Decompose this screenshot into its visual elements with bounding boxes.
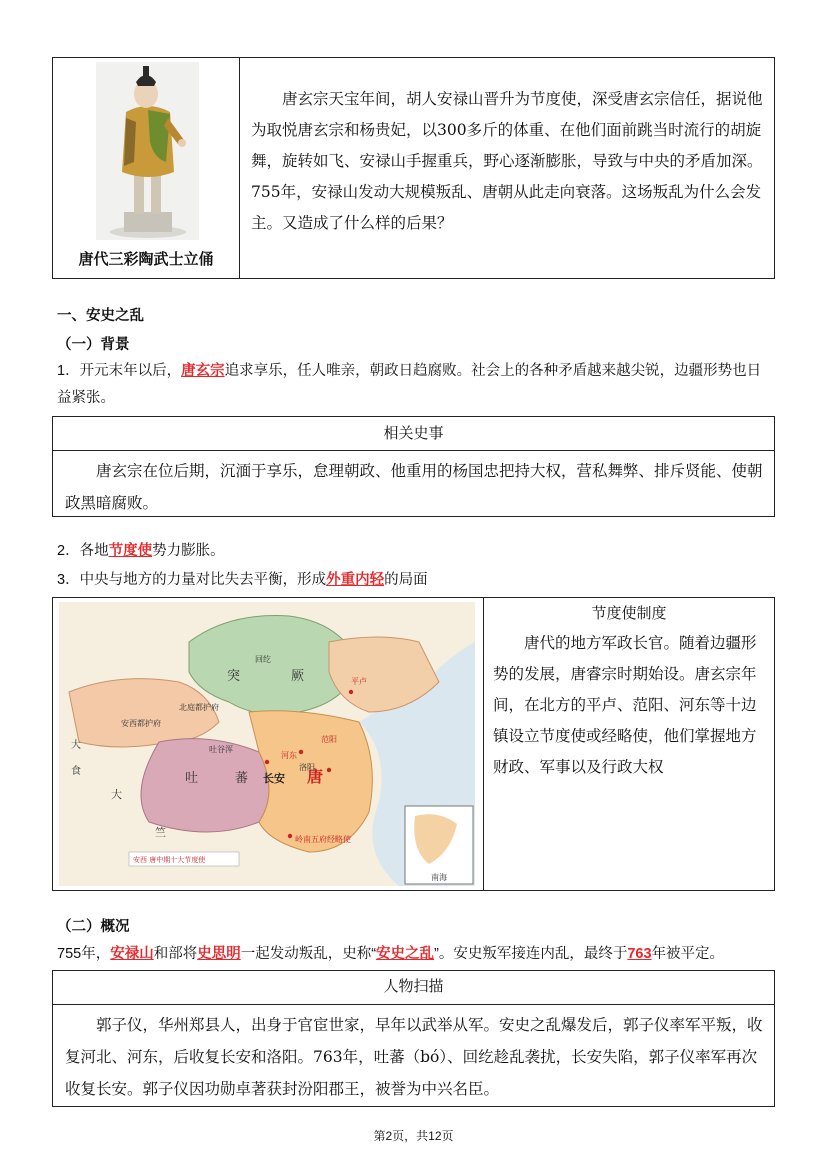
overview-text-e: 年被平定。 <box>651 946 725 962</box>
map-label-luoyang: 洛阳 <box>299 763 315 772</box>
person-profile-box <box>52 970 775 1107</box>
related-history-box <box>52 416 775 517</box>
overview-paragraph <box>57 941 773 968</box>
jiedushi-text: 唐代的地方军政长官。随着边疆形势的发展，唐睿宗时期始设。唐玄宗年间，在北方的平卢、范阳、河东等十边镇设立节度使或经略使，他们掌握地方财政、军事以及行政大权 <box>493 634 757 776</box>
map-label-zhu: 竺 <box>155 826 166 839</box>
overview-text-d: ”。安史叛军接连内乱，最终于 <box>434 946 628 962</box>
map-label-pinglu: 平卢 <box>351 677 367 686</box>
map-label-dashi: 大 <box>71 740 81 751</box>
map-label-shi: 食 <box>71 766 81 777</box>
map-label-da: 大 <box>111 788 122 801</box>
page-number: 第2页，共12页 <box>373 1129 454 1143</box>
box-divider <box>483 598 484 890</box>
overview-text-a: 755年， <box>57 946 111 962</box>
tang-dynasty-jiedushi-map <box>59 602 475 886</box>
background-point-1 <box>57 358 773 412</box>
map-label-tuyuhun: 吐谷浑 <box>209 745 233 754</box>
point-2-prefix: 2．各地 <box>57 543 109 559</box>
map-label-beiting: 北庭都护府 <box>179 703 219 712</box>
subsection-title-overview: （二）概况 <box>57 919 130 935</box>
map-label-nanhai: 南海 <box>431 873 447 882</box>
keyword-an-lushan: 安禄山 <box>110 946 154 962</box>
map-label-tu: 突 <box>227 669 241 684</box>
overview-text-c: 一起发动叛乱，史称“ <box>240 946 377 962</box>
map-label-hedong: 河东 <box>281 751 297 760</box>
map-label-huihe: 回纥 <box>255 655 271 664</box>
map-label-jue: 厥 <box>291 669 305 684</box>
point-1-prefix: 1．开元末年以后， <box>57 363 182 379</box>
section-title: 一、安史之乱 <box>57 308 144 324</box>
subsection-title-background: （一）背景 <box>57 337 130 353</box>
point-1-suffix: 追求享乐，任人唯亲，朝政日趋腐败。社会上的各种矛盾越来越尖锐，边疆形势也日益紧张。 <box>57 363 762 406</box>
intro-paragraph: 唐玄宗天宝年间，胡人安禄山晋升为节度使，深受唐玄宗信任，据说他为取悦唐玄宗和杨贵妃，以300多斤的体重、在他们面前跳当时流行的胡旋舞，旋转如飞、安禄山手握重兵，野心逐渐膨胀，导致与中央的矛盾加深。755年，安禄山发动大规模叛乱、唐朝从此走向衰落。这场叛乱为什么会发主。又造成了什么样的后果？ <box>251 90 763 232</box>
jiedushi-title: 节度使制度 <box>591 604 667 622</box>
map-legend: 安西 唐中期十大节度使 <box>133 856 206 864</box>
point-3-suffix: 的局面 <box>384 572 428 588</box>
tang-sancai-warrior-figurine-image <box>96 62 199 240</box>
map-label-tu-2: 吐 <box>185 771 199 786</box>
intro-table <box>52 57 775 279</box>
overview-text-b: 和部将 <box>153 946 198 962</box>
box-text: 唐玄宗在位后期，沉湎于享乐，怠理朝政、他重用的杨国忠把持大权，营私舞弊、排斥贤能、使朝政黑暗腐败。 <box>65 462 763 512</box>
image-caption: 唐代三彩陶武士立俑 <box>78 251 214 268</box>
table-divider <box>239 58 240 278</box>
box-title: 相关史事 <box>53 417 774 451</box>
map-label-fan: 蕃 <box>235 771 249 786</box>
map-and-jiedushi-box <box>52 597 775 891</box>
map-label-anxi: 安西都护府 <box>121 719 161 728</box>
map-label-fanyang: 范阳 <box>321 735 337 744</box>
keyword-waizhong-neiqing: 外重内轻 <box>326 572 385 588</box>
keyword-anshi-rebellion: 安史之乱 <box>376 946 435 962</box>
map-label-tang: 唐 <box>307 767 324 786</box>
keyword-shi-siming: 史思明 <box>197 946 241 962</box>
keyword-jiedushi: 节度使 <box>108 543 153 559</box>
box-title: 人物扫描 <box>53 971 774 1005</box>
background-point-2 <box>57 538 225 565</box>
keyword-year-763: 763 <box>627 946 652 962</box>
map-label-lingnan: 岭南五府经略使 <box>295 835 351 844</box>
keyword-tang-xuanzong: 唐玄宗 <box>181 363 225 379</box>
map-label-changan: 长安 <box>263 772 285 785</box>
point-3-prefix: 3．中央与地方的力量对比失去平衡，形成 <box>57 572 327 588</box>
background-point-3 <box>57 567 428 594</box>
box-text: 郭子仪，华州郑县人，出身于官宦世家，早年以武举从军。安史之乱爆发后，郭子仪率军平叛，收复河北、河东，后收复长安和洛阳。763年，吐蕃（bó）、回纥趁乱袭扰，长安失陷，郭子仪率军再次收复长安。郭子仪因功勋卓著获封汾阳郡王，被誉为中兴名臣。 <box>65 1016 763 1098</box>
point-2-suffix: 势力膨胀。 <box>152 543 225 559</box>
